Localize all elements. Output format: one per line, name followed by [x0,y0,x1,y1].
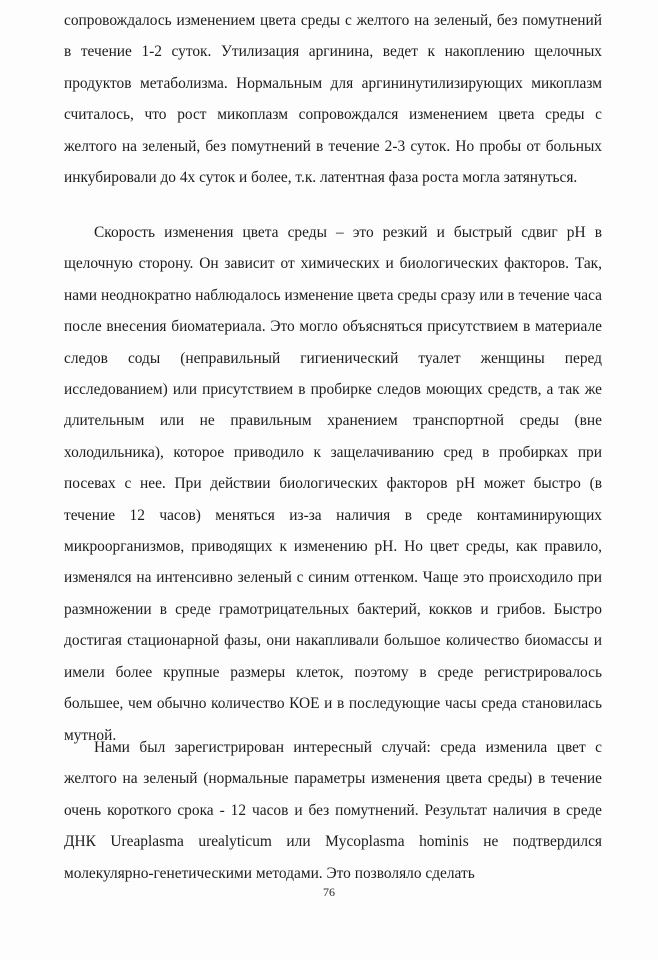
paragraph-continuation: сопровождалось изменением цвета среды с желтого на зеленый, без помутнений в течение 1-2 суток. Утилизация аргинина, ведет к накоплению щелочных продуктов метаболизма. Нормальным для аргининутилизирующих микоплазм считалось, что рост микоплазм сопровождался изменением цвета среды с желтого на зеленый, без помутнений в течение 2-3 суток. Но пробы от больных инкубировали до 4х суток и более, т.к. латентная фаза роста могла затянуться. [64,12,602,187]
paragraph-interesting-case: Нами был зарегистрирован интересный случай: среда изменила цвет с желтого на зеленый (нормальные параметры изменения цвета среды) в течение очень короткого срока - 12 часов и без помутнений. Результат наличия в среде ДНК Ureaplasma urealyticum или Mycoplasma hominis не подтвердился молекулярно-генетическими методами. Это позволяло сделать [64,739,602,882]
paragraph-ph-shift: Скорость изменения цвета среды – это резкий и быстрый сдвиг pH в щелочную сторону. Он зависит от химических и биологических факторов. Так, нами неоднократно наблюдалось изменение цвета среды сразу или в течение часа после внесения биоматериала. Это могло объясняться присутствием в материале следов соды (неправильный гигиенический туалет женщины перед исследованием) или присутствием в пробирке следов моющих средств, а так же длительным или не правильным хранением транспортной среды (вне холодильника), которое приводило к защелачиванию сред в пробирках при посевах с нее. При действии биологических факторов pH может быстро (в течение 12 часов) меняться из-за наличия в среде контаминирующих микроорганизмов, приводящих к изменению pH. Но цвет среды, как правило, изменялся на интенсивно зеленый с синим оттенком. Чаще это происходило при размножении в среде грамотрицательных бактерий, кокков и грибов. Быстро достигая стационарной фазы, они накапливали большое количество биомассы и имели более крупные размеры клеток, поэтому в среде регистрировалось большее, чем обычно количество КОЕ и в последующие часы среда становилась мутной. [64,224,602,744]
page-number: 76 [323,885,335,899]
paragraph-block-1 [64,5,602,193]
paragraph-block-3 [64,732,602,889]
paragraph-block-2 [64,217,602,751]
